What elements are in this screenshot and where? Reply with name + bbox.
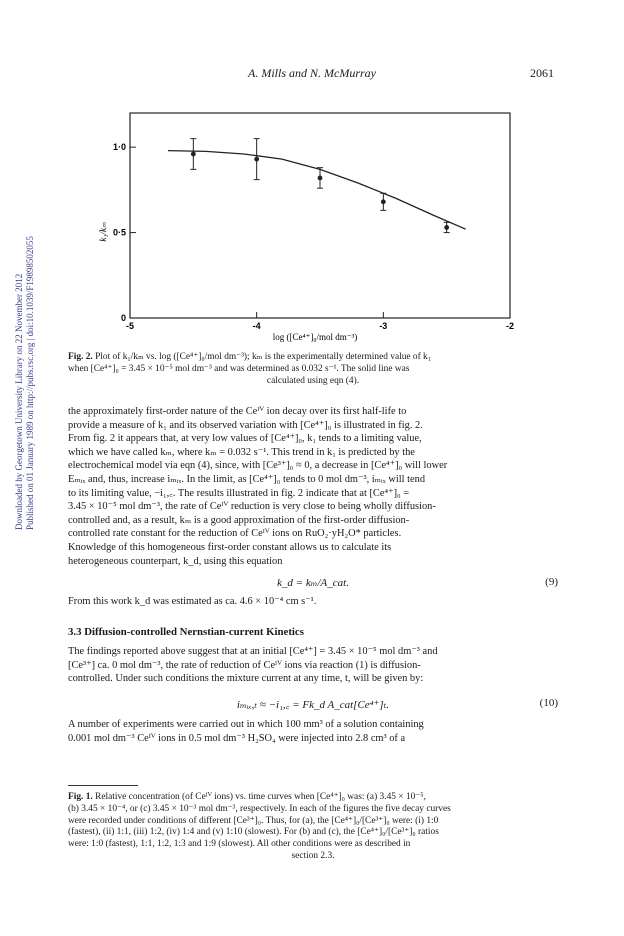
text-line: The findings reported above suggest that at an initial [Ce⁴⁺] = 3.45 × 10⁻⁵ mol dm⁻³ and xyxy=(68,646,438,657)
fit-line-group xyxy=(168,151,466,230)
text-line: electrochemical model via eqn (4), since, with [Ce³⁺]₀ ≈ 0, a decrease in [Ce⁴⁺]₀ will lower xyxy=(68,460,448,472)
text-line: 0.001 mol dm⁻³ Ceᴵⱽ ions in 0.5 mol dm⁻³ H₂SO₄ were injected into 2.8 cm³ of a xyxy=(68,732,406,744)
y-tick-label: 0·5 xyxy=(112,227,126,238)
data-point xyxy=(318,176,323,181)
text-line: provide a measure of k₁ and its observed variation with [Ce⁴⁺]₀ is illustrated in fig. 2. xyxy=(68,419,423,431)
running-head-authors: A. Mills and N. McMurray xyxy=(248,66,376,80)
equation-10-text: iₘᵢₓ,ₜ ≈ −i₁,꜀ = Fk_d A_cat[Ce⁴⁺]ₜ. xyxy=(236,699,390,711)
body-paragraph-1 xyxy=(68,405,558,568)
text-line: A number of experiments were carried out in which 100 mm³ of a solution containing xyxy=(68,719,424,730)
text-line: controlled rate constant for the reduction of Ceᴵⱽ ions on RuO₂·yH₂O* particles. xyxy=(68,528,402,540)
x-tick-label: -2 xyxy=(505,321,515,331)
fig2-caption-line1: Plot of k₁/kₘ vs. log ([Ce⁴⁺]₀/mol dm⁻³); kₘ is the experimentally determined value of k₁ xyxy=(95,352,432,362)
chart-axes-frame xyxy=(130,113,510,318)
equation-10-number: (10) xyxy=(539,697,558,709)
fig2-caption xyxy=(68,352,558,387)
text-line: the approximately first-order nature of the Ceᴵⱽ ion decay over its first half-life to xyxy=(68,406,407,417)
fig2-label: Fig. 2. xyxy=(68,352,93,362)
x-tick-label: -5 xyxy=(125,321,135,331)
text-line: which we have called kₘ, where kₘ = 0.032 s⁻¹. This trend in k₁ is predicted by the xyxy=(68,446,415,458)
section-heading: 3.3 Diffusion-controlled Nernstian-current Kinetics xyxy=(68,626,304,638)
fig2-chart xyxy=(0,0,624,360)
text-line: [Ce³⁺] ca. 0 mol dm⁻³, the rate of reduction of Ceᴵⱽ ions via reaction (1) is diffusion- xyxy=(68,659,421,671)
fit-line xyxy=(168,151,466,230)
text-line: Eₘᵢₓ and, thus, increase iₘᵢₓ. In the limit, as [Ce⁴⁺]₀ tends to 0 mol dm⁻³, iₘᵢₓ will tend xyxy=(68,473,426,485)
fig1-caption-line: (b) 3.45 × 10⁻⁴, or (c) 3.45 × 10⁻³ mol dm⁻³, respectively. In each of the figures the five decay curves xyxy=(68,803,451,814)
fig2-caption-line3: calculated using eqn (4). xyxy=(266,375,360,386)
body-paragraph-3 xyxy=(68,718,558,745)
estimate-sentence: From this work k_d was estimated as ca. 4.6 × 10⁻⁴ cm s⁻¹. xyxy=(68,596,317,607)
y-axis-label: k₁/kₘ xyxy=(98,222,108,242)
tick-labels-group xyxy=(113,142,514,331)
y-tick-label: 1·0 xyxy=(112,142,126,153)
fig1-caption-last-line: section 2.3. xyxy=(291,850,335,861)
text-line: From fig. 2 it appears that, at very low values of [Ce⁴⁺]₀, k₁ tends to a limiting value, xyxy=(68,433,422,445)
text-line: heterogeneous counterpart, k_d, using this equation xyxy=(68,555,283,567)
fig1-caption-line: were: 1:0 (fastest), 1:1, 1:2, 1:3 and 1:9 (slowest). All other conditions were as described in xyxy=(68,839,411,850)
data-point xyxy=(254,157,259,162)
fig1-caption-line: (fastest), (ii) 1:1, (iii) 1:2, (iv) 1:4 and (v) 1:10 (slowest). For (b) and (c), the [Ce⁴⁺]₀/[Ce³⁺]₀ ratios xyxy=(68,827,439,838)
footnote-divider xyxy=(68,785,138,786)
fig1-caption-line: Relative concentration (of Ceᴵⱽ ions) vs. time curves when [Ce⁴⁺]₀ was: (a) 3.45 × 10⁻⁵, xyxy=(95,792,426,802)
body-paragraph-2 xyxy=(68,645,558,686)
equation-9 xyxy=(68,576,558,589)
y-tick-label: 0 xyxy=(120,313,126,323)
x-axis-label: log ([Ce⁴⁺]₀/mol dm⁻³) xyxy=(272,332,358,342)
text-line: controlled. Under such conditions the mixture current at any time, t, will be given by: xyxy=(68,673,424,685)
fig1-caption-line: were recorded under conditions of different [Ce³⁺]₀. Thus, for (a), the [Ce⁴⁺]₀/[Ce³⁺]₀ were: (i) 1:0 xyxy=(68,815,439,826)
x-tick-label: -3 xyxy=(379,321,388,331)
page-number: 2061 xyxy=(530,66,554,80)
fig2-caption-line2: when [Ce⁴⁺]₀ = 3.45 × 10⁻⁵ mol dm⁻³ and was determined as 0.032 s⁻¹. The solid line was xyxy=(68,363,410,374)
equation-10 xyxy=(68,697,558,712)
text-line: Knowledge of this homogeneous first-order constant allows us to calculate its xyxy=(68,541,392,553)
text-line: controlled and, as a result, kₘ is a good approximation of the first-order diffusion- xyxy=(68,514,410,526)
fig1-caption xyxy=(68,792,558,863)
plot-border xyxy=(130,113,510,318)
published-line: Published on 01 January 1989 on http://pubs.rsc.org | doi:10.1039/F19898502055 xyxy=(25,236,35,530)
text-line: to its limiting value, −i₁,꜀. The results illustrated in fig. 2 indicate that at [Ce⁴⁺]₀ = xyxy=(68,487,410,499)
data-point xyxy=(191,152,196,157)
text-line: 3.45 × 10⁻⁵ mol dm⁻³, the rate of Ceᴵⱽ reduction is very close to being wholly diffusion- xyxy=(68,501,436,513)
download-line: Downloaded by Georgetown University Library on 22 November 2012 xyxy=(14,273,24,530)
equation-9-text: k_d = kₘ/A_cat. xyxy=(277,577,349,589)
data-point xyxy=(381,199,386,204)
equation-9-number: (9) xyxy=(545,576,558,588)
x-tick-label: -4 xyxy=(252,321,261,331)
data-point xyxy=(444,225,449,230)
fig1-label: Fig. 1. xyxy=(68,792,93,802)
